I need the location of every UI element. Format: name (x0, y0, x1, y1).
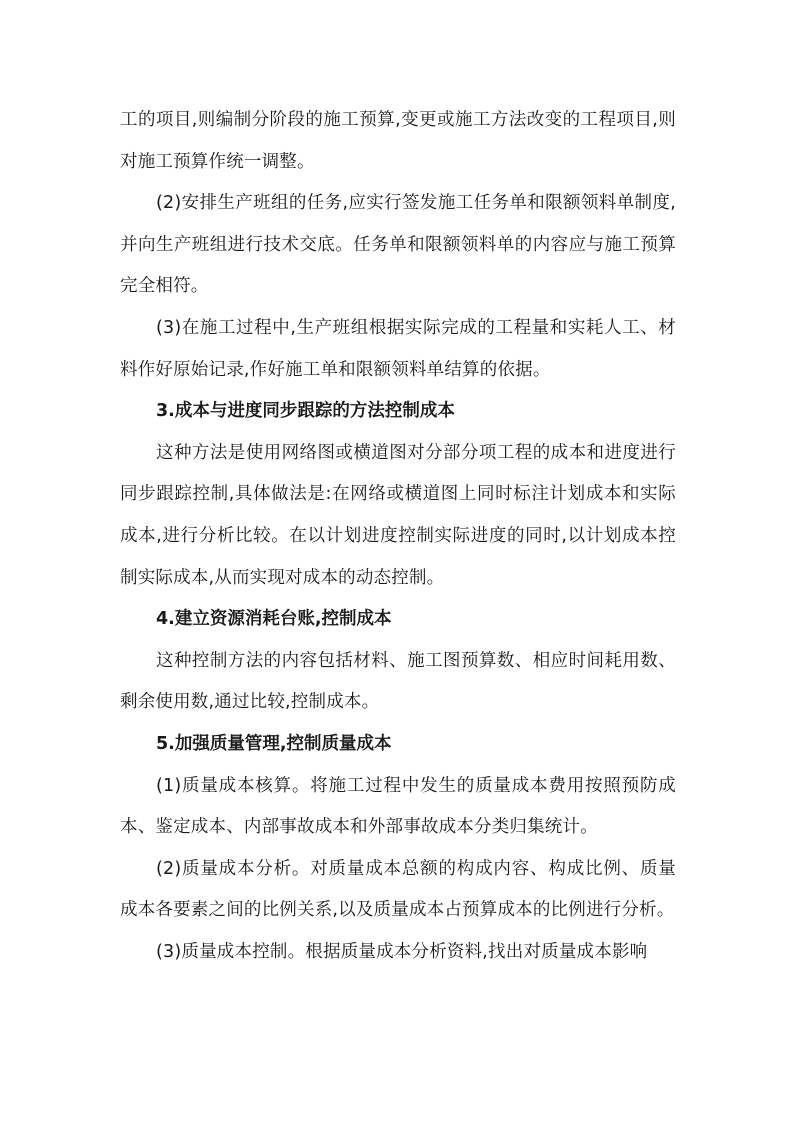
paragraph-task-assignment: (2)安排生产班组的任务,应实行签发施工任务单和限额领料单制度,并向生产班组进行技术交底。任务单和限额领料单的内容应与施工预算完全相符。 (120, 193, 676, 297)
heading-resource-ledger: 4.建立资源消耗台账,控制成本 (156, 609, 392, 630)
paragraph-quality-control: (3)质量成本控制。根据质量成本分析资料,找出对质量成本影响 (156, 941, 648, 962)
paragraph-quality-accounting: (1)质量成本核算。将施工过程中发生的质量成本费用按照预防成本、鉴定成本、内部事故成本和外部事故成本分类归集统计。 (120, 775, 676, 838)
paragraph-network-diagram: 这种方法是使用网络图或横道图对分部分项工程的成本和进度进行同步跟踪控制,具体做法是:在网络或横道图上同时标注计划成本和实际成本,进行分析比较。在以计划进度控制实际进度的同时,以计划成本控制实际成本,从而实现对成本的动态控制。 (120, 442, 676, 588)
paragraph-quality-analysis: (2)质量成本分析。对质量成本总额的构成内容、构成比例、质量成本各要素之间的比例关系,以及质量成本占预算成本的比例进行分析。 (120, 858, 676, 921)
document-body (120, 100, 676, 973)
heading-quality-management: 5.加强质量管理,控制质量成本 (156, 733, 392, 754)
paragraph-continuation: 工的项目,则编制分阶段的施工预算,变更或施工方法改变的工程项目,则对施工预算作统一调整。 (120, 110, 676, 172)
heading-progress-tracking: 3.成本与进度同步跟踪的方法控制成本 (156, 401, 455, 422)
paragraph-ledger-content: 这种控制方法的内容包括材料、施工图预算数、相应时间耗用数、剩余使用数,通过比较,控制成本。 (120, 650, 676, 713)
paragraph-original-records: (3)在施工过程中,生产班组根据实际完成的工程量和实耗人工、材料作好原始记录,作好施工单和限额领料单结算的依据。 (120, 317, 676, 380)
